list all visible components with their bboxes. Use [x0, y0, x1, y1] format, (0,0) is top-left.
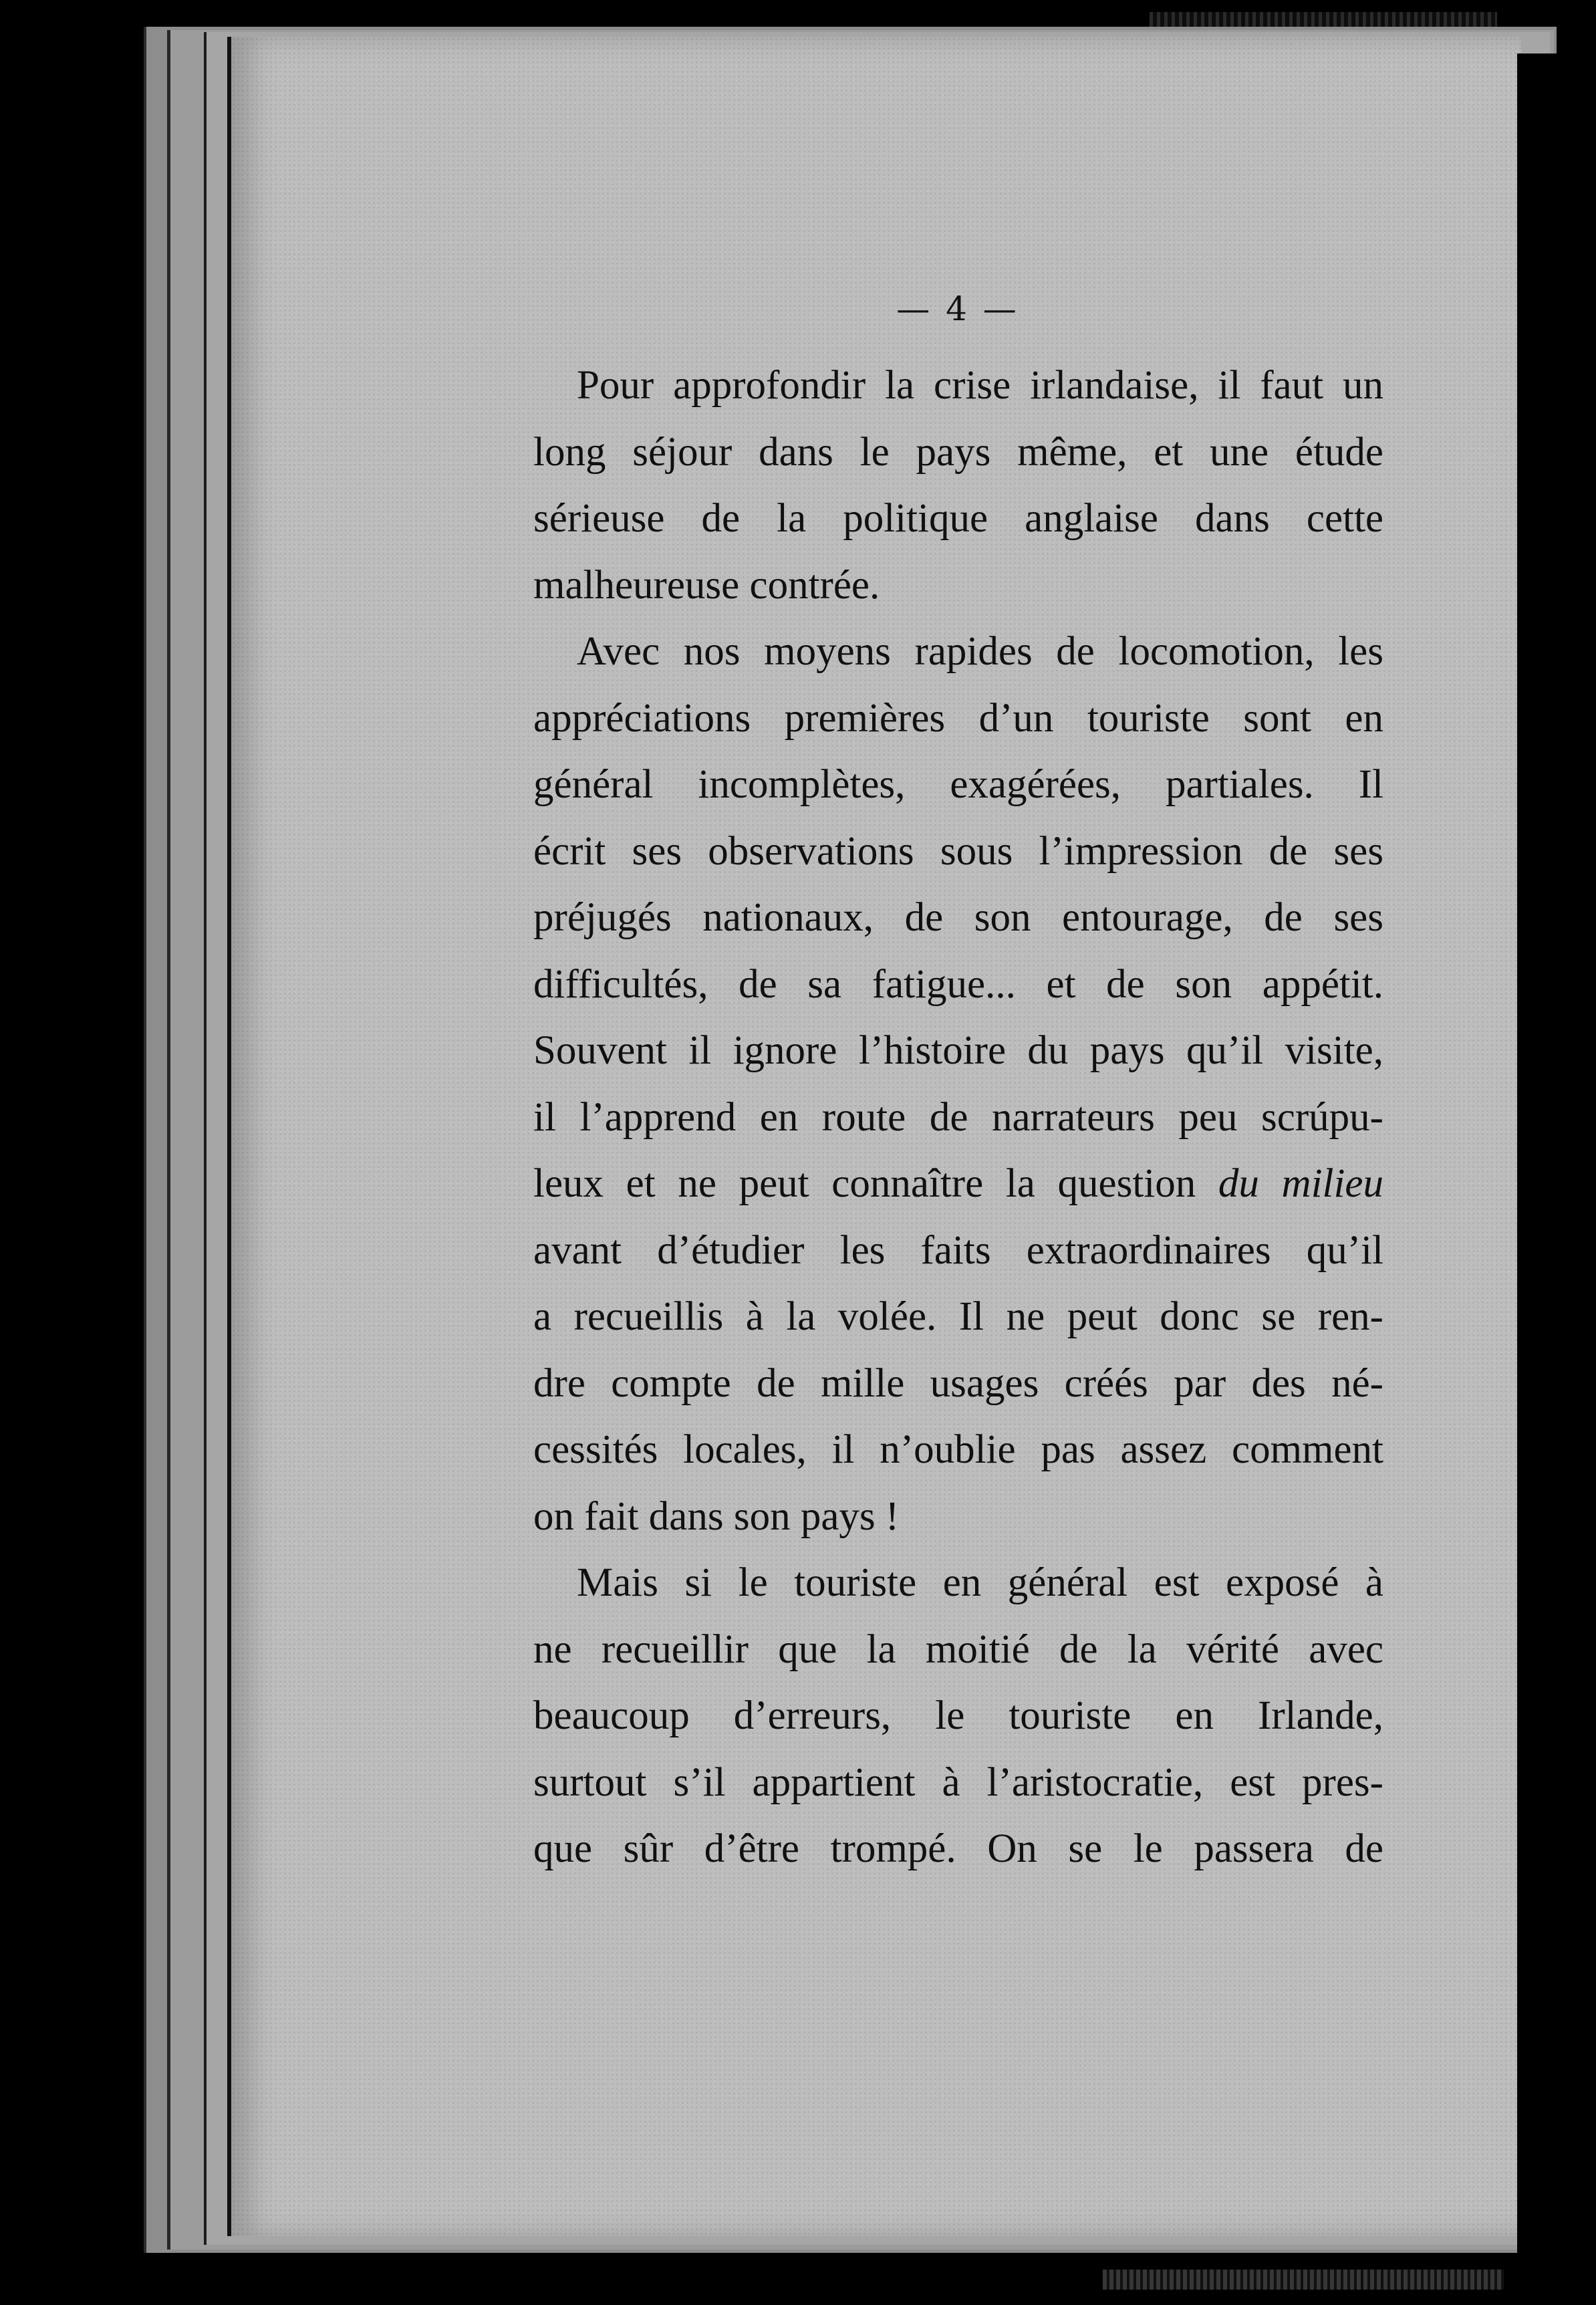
text-line: ne recueillir que la moitié de la vérité avec	[533, 1626, 1383, 1672]
text-line: malheureuse contrée.	[533, 562, 880, 608]
text-line: avant d’étudier les faits extraordinaires qu’il	[533, 1227, 1383, 1273]
body-text	[533, 352, 1383, 1883]
text-line: on fait dans son pays !	[533, 1493, 900, 1539]
scan-edge-right	[1517, 53, 1596, 2260]
text-line: dre compte de mille usages créés par des né-	[533, 1360, 1383, 1406]
text-line: Pour approfondir la crise irlandaise, il faut un	[577, 363, 1383, 408]
text-line: que sûr d’être trompé. On se le passera de	[533, 1826, 1383, 1871]
italic-phrase: du milieu	[1218, 1161, 1383, 1206]
text-line	[533, 1150, 1383, 1217]
text-fragment: leux et ne peut connaître la question	[533, 1161, 1196, 1206]
page-number: — 4 —	[896, 289, 1019, 328]
text-line: Mais si le touriste en général est exposé à	[577, 1560, 1383, 1605]
text-line: long séjour dans le pays même, et une étude	[533, 429, 1383, 475]
text-line: cessités locales, il n’oublie pas assez comment	[533, 1427, 1383, 1472]
text-line: préjugés nationaux, de son entourage, de ses	[533, 895, 1383, 940]
scan-edge-bottom	[1103, 2270, 1504, 2290]
text-line: difficultés, de sa fatigue... et de son appétit.	[533, 961, 1383, 1007]
text-line: Souvent il ignore l’histoire du pays qu’il visite,	[533, 1028, 1383, 1073]
text-line: beaucoup d’erreurs, le touriste en Irlande,	[533, 1693, 1383, 1738]
text-line: écrit ses observations sous l’impression de ses	[533, 828, 1383, 874]
text-line: il l’apprend en route de narrateurs peu scrúpu-	[533, 1094, 1383, 1140]
text-line: appréciations premières d’un touriste sont en	[533, 695, 1383, 741]
text-line: a recueillis à la volée. Il ne peut donc se ren-	[533, 1294, 1383, 1339]
text-line: Avec nos moyens rapides de locomotion, les	[577, 629, 1383, 674]
text-line: surtout s’il appartient à l’aristocratie, est pres-	[533, 1760, 1383, 1805]
text-line: sérieuse de la politique anglaise dans cette	[533, 496, 1383, 541]
text-line: général incomplètes, exagérées, partiales. Il	[533, 762, 1383, 807]
